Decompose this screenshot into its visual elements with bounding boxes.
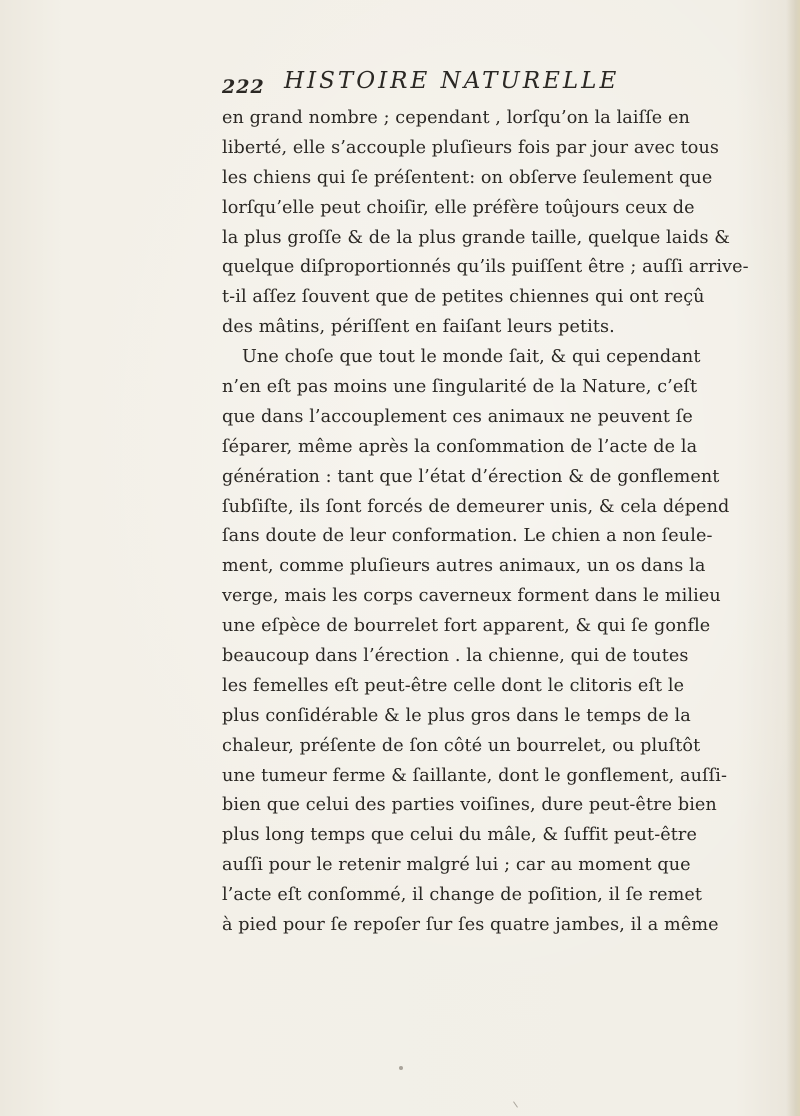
text-line: les chiens qui ſe préſentent: on obſerve ſeulement que: [222, 167, 713, 188]
page-number: 222: [222, 76, 265, 98]
paragraph-start-line: Une choſe que tout le monde ſait, & qui cependant: [242, 347, 701, 368]
text-line: génération : tant que l’état d’érection & de gonflement: [222, 466, 720, 487]
text-line: ſans doute de leur conformation. Le chien a non ſeule-: [222, 526, 713, 547]
text-line: quelque diſproportionnés qu’ils puiſſent être ; auſſi arrive-: [222, 257, 749, 278]
page-edge-shadow: [786, 0, 800, 1116]
text-line: une eſpèce de bourrelet fort apparent, & qui ſe gonfle: [222, 616, 711, 637]
text-line: n’en eſt pas moins une ſingularité de la Nature, c’eſt: [222, 377, 698, 398]
text-line: plus conſidérable & le plus gros dans le temps de la: [222, 705, 691, 726]
text-line: à pied pour ſe repoſer ſur ſes quatre jambes, il a même: [222, 915, 719, 936]
text-line: une tumeur ferme & ſaillante, dont le gonflement, auſſi-: [222, 765, 728, 786]
text-line: verge, mais les corps caverneux forment dans le milieu: [222, 586, 721, 607]
text-line: ſubſiſte, ils ſont forcés de demeurer unis, & cela dépend: [222, 496, 730, 517]
text-line: beaucoup dans l’érection . la chienne, qui de toutes: [222, 646, 689, 667]
text-line: des mâtins, périſſent en faiſant leurs petits.: [222, 317, 615, 338]
ink-mark: [513, 1101, 518, 1107]
ink-speck: [399, 1066, 403, 1070]
text-line: ment, comme pluſieurs autres animaux, un os dans la: [222, 556, 706, 577]
text-line: l’acte eſt conſommé, il change de poſition, il ſe remet: [222, 885, 703, 906]
text-line: auſſi pour le retenir malgré lui ; car au moment que: [222, 855, 691, 876]
text-line: chaleur, préſente de ſon côté un bourrelet, ou pluſtôt: [222, 735, 701, 756]
text-line: les femelles eſt peut-être celle dont le clitoris eſt le: [222, 675, 685, 696]
text-line: liberté, elle s’accouple pluſieurs fois par jour avec tous: [222, 137, 720, 158]
text-line: t-il aſſez ſouvent que de petites chiennes qui ont reçû: [222, 287, 705, 308]
text-line: que dans l’accouplement ces animaux ne peuvent ſe: [222, 406, 693, 427]
running-title: HISTOIRE NATURELLE: [284, 68, 620, 94]
page-header: [222, 68, 642, 98]
text-line: bien que celui des parties voiſines, dure peut-être bien: [222, 795, 717, 816]
text-line: la plus groſſe & de la plus grande taille, quelque laids &: [222, 227, 731, 248]
text-line: ſéparer, même après la conſommation de l’acte de la: [222, 436, 698, 457]
text-line: lorſqu’elle peut choiſir, elle préfère toûjours ceux de: [222, 197, 695, 218]
text-line: en grand nombre ; cependant , lorſqu’on la laiſſe en: [222, 108, 690, 128]
text-line: plus long temps que celui du mâle, & ſuffit peut-être: [222, 825, 697, 846]
body-text: [222, 104, 749, 941]
